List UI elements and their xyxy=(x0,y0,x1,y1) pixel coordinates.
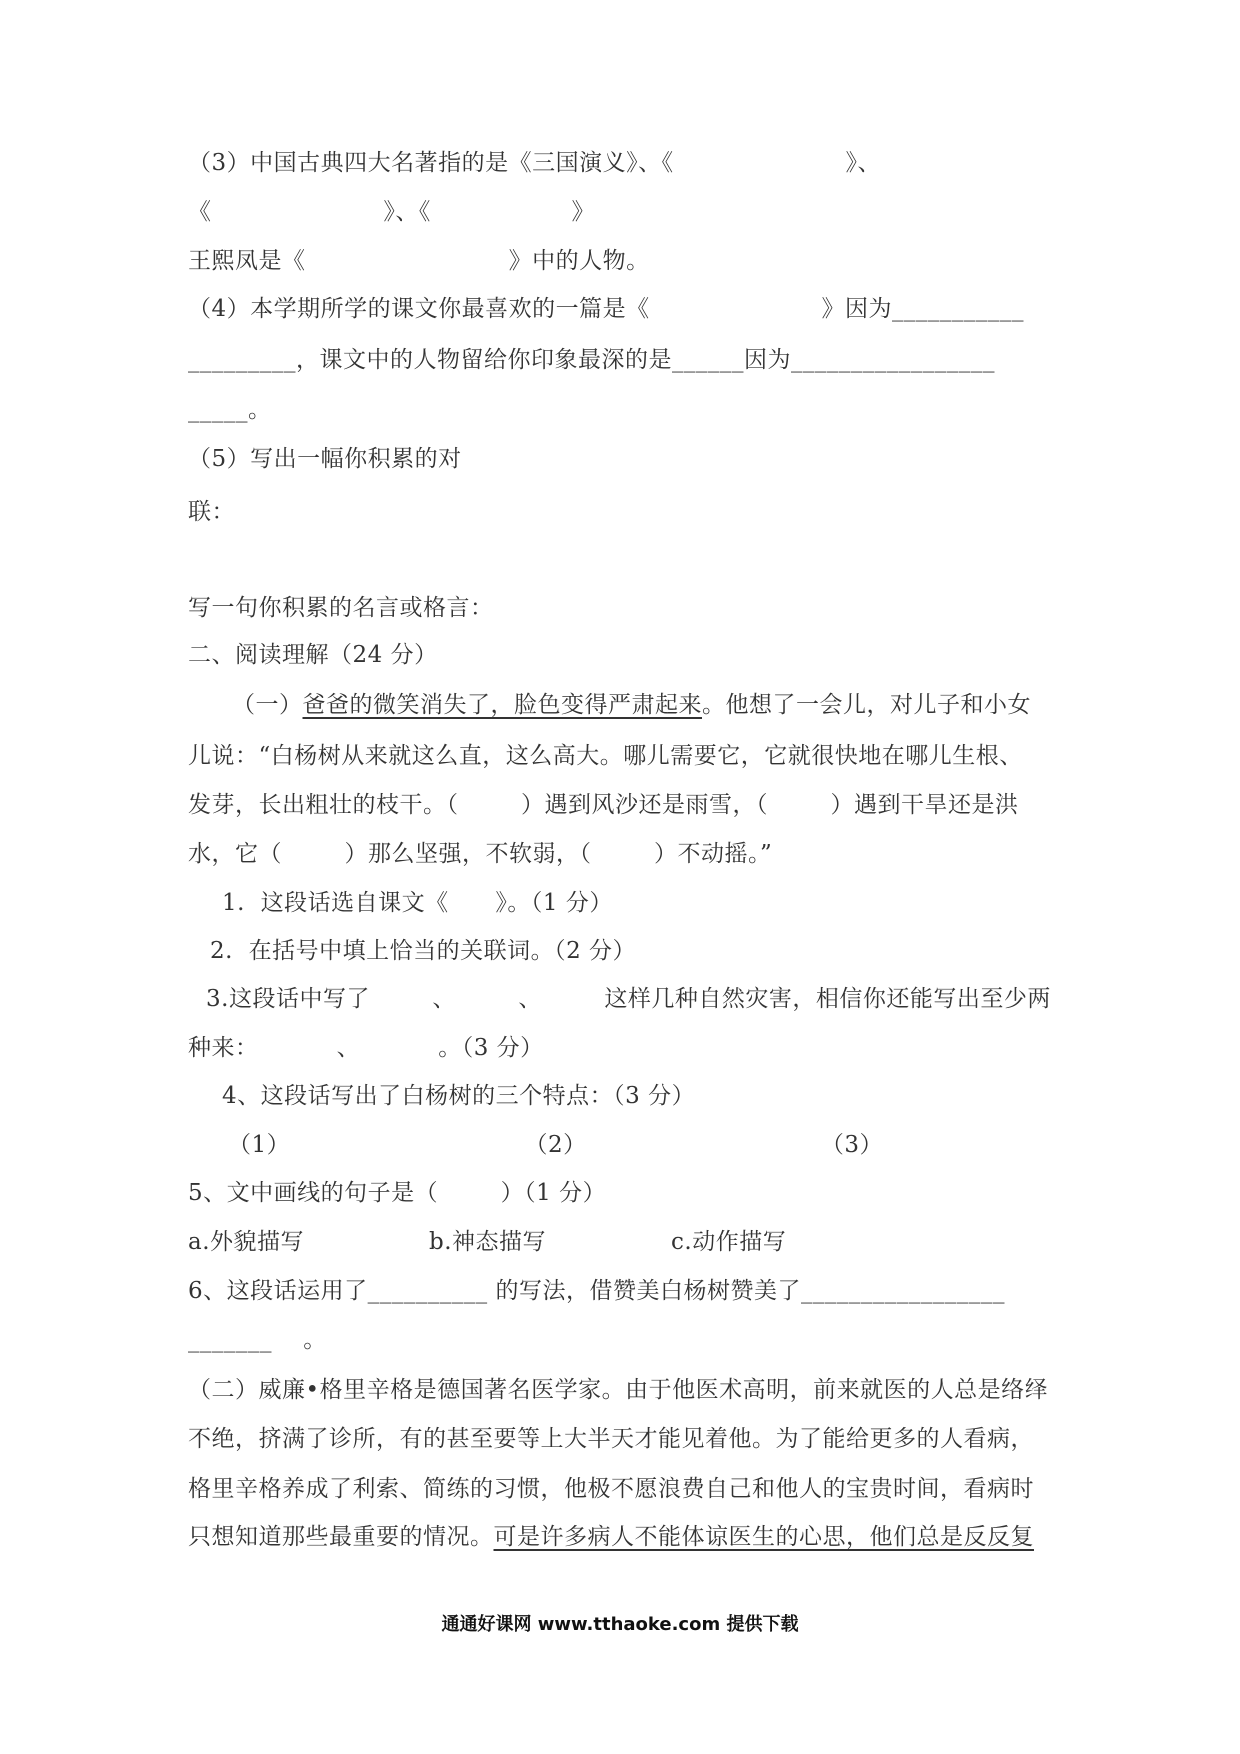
question-3-line-1: （3）中国古典四大名著指的是《三国演义》、《 》、 xyxy=(188,150,881,176)
passage-2-line-4 xyxy=(188,1522,1034,1552)
sub-question-3-line-2: 种来： 、 。（3 分） xyxy=(188,1035,544,1061)
question-4-line-1: （4）本学期所学的课文你最喜欢的一篇是《 》因为___________ xyxy=(188,296,1024,322)
sub-question-5-options: a.外貌描写 b.神态描写 c.动作描写 xyxy=(188,1229,787,1255)
sub-question-1: 1. 这段话选自课文《 》。（1 分） xyxy=(222,890,613,916)
sub-question-6-line-2: _______ 。 xyxy=(188,1327,327,1353)
sub-question-4: 4、这段话写出了白杨树的三个特点：（3 分） xyxy=(222,1083,696,1109)
sub-question-3-line-1: 3.这段话中写了 、 、 这样几种自然灾害，相信你还能写出至少两 xyxy=(206,986,1051,1012)
passage-1-line-3: 发芽，长出粗壮的枝干。（ ）遇到风沙还是雨雪，（ ）遇到干旱还是洪 xyxy=(188,792,1019,818)
passage-1-line-1-rest: 。他想了一会儿，对儿子和小女 xyxy=(702,692,1031,718)
underlined-sentence-2: 可是许多病人不能体谅医生 xyxy=(493,1524,776,1550)
passage-1-label: （一） xyxy=(232,692,303,718)
question-3-line-2: 《 》、《 》 xyxy=(188,199,595,225)
page-footer: 通通好课网 www.tthaoke.com 提供下载 xyxy=(441,1614,799,1635)
passage-2-line-4-start: 只想知道那些最重要的情况。 xyxy=(188,1524,494,1550)
sub-question-5: 5、文中画线的句子是（ ）（1 分） xyxy=(188,1180,607,1206)
question-4-line-2: _________，课文中的人物留给你印象最深的是______因为_________________ xyxy=(188,347,995,373)
passage-2-line-2: 不绝，挤满了诊所，有的甚至要等上大半天才能见着他。为了能给更多的人看病， xyxy=(188,1426,1034,1452)
underlined-sentence-2-rest: 的心思，他们总是反反复 xyxy=(775,1524,1034,1550)
passage-1-line-1 xyxy=(232,690,1031,720)
question-5-line-2: 联： xyxy=(188,499,235,525)
question-3-line-3: 王熙凤是《 》中的人物。 xyxy=(188,248,650,274)
sub-question-2: 2. 在括号中填上恰当的关联词。（2 分） xyxy=(210,938,637,964)
section-2-heading: 二、阅读理解（24 分） xyxy=(188,642,438,668)
question-4-line-3: _____。 xyxy=(188,397,272,423)
question-5-line-1: （5）写出一幅你积累的对 xyxy=(188,446,462,472)
passage-2-line-1: （二）威廉•格里辛格是德国著名医学家。由于他医术高明，前来就医的人总是络绎 xyxy=(188,1377,1049,1403)
underlined-sentence: 爸爸的微笑消失了，脸色变得严肃起来 xyxy=(302,692,702,718)
sub-question-4-answers: （1） （2） （3） xyxy=(228,1132,884,1158)
sub-question-6-line-1: 6、这段话运用了__________ 的写法，借赞美白杨树赞美了_________________ xyxy=(188,1278,1005,1304)
passage-2-line-3: 格里辛格养成了利索、简练的习惯，他极不愿浪费自己和他人的宝贵时间，看病时 xyxy=(188,1476,1034,1502)
passage-1-line-2: 儿说：“白杨树从来就这么直，这么高大。哪儿需要它，它就很快地在哪儿生根、 xyxy=(188,743,1023,769)
passage-1-line-4: 水，它（ ）那么坚强，不软弱，（ ）不动摇。” xyxy=(188,841,773,867)
motto-prompt: 写一句你积累的名言或格言： xyxy=(188,595,494,621)
